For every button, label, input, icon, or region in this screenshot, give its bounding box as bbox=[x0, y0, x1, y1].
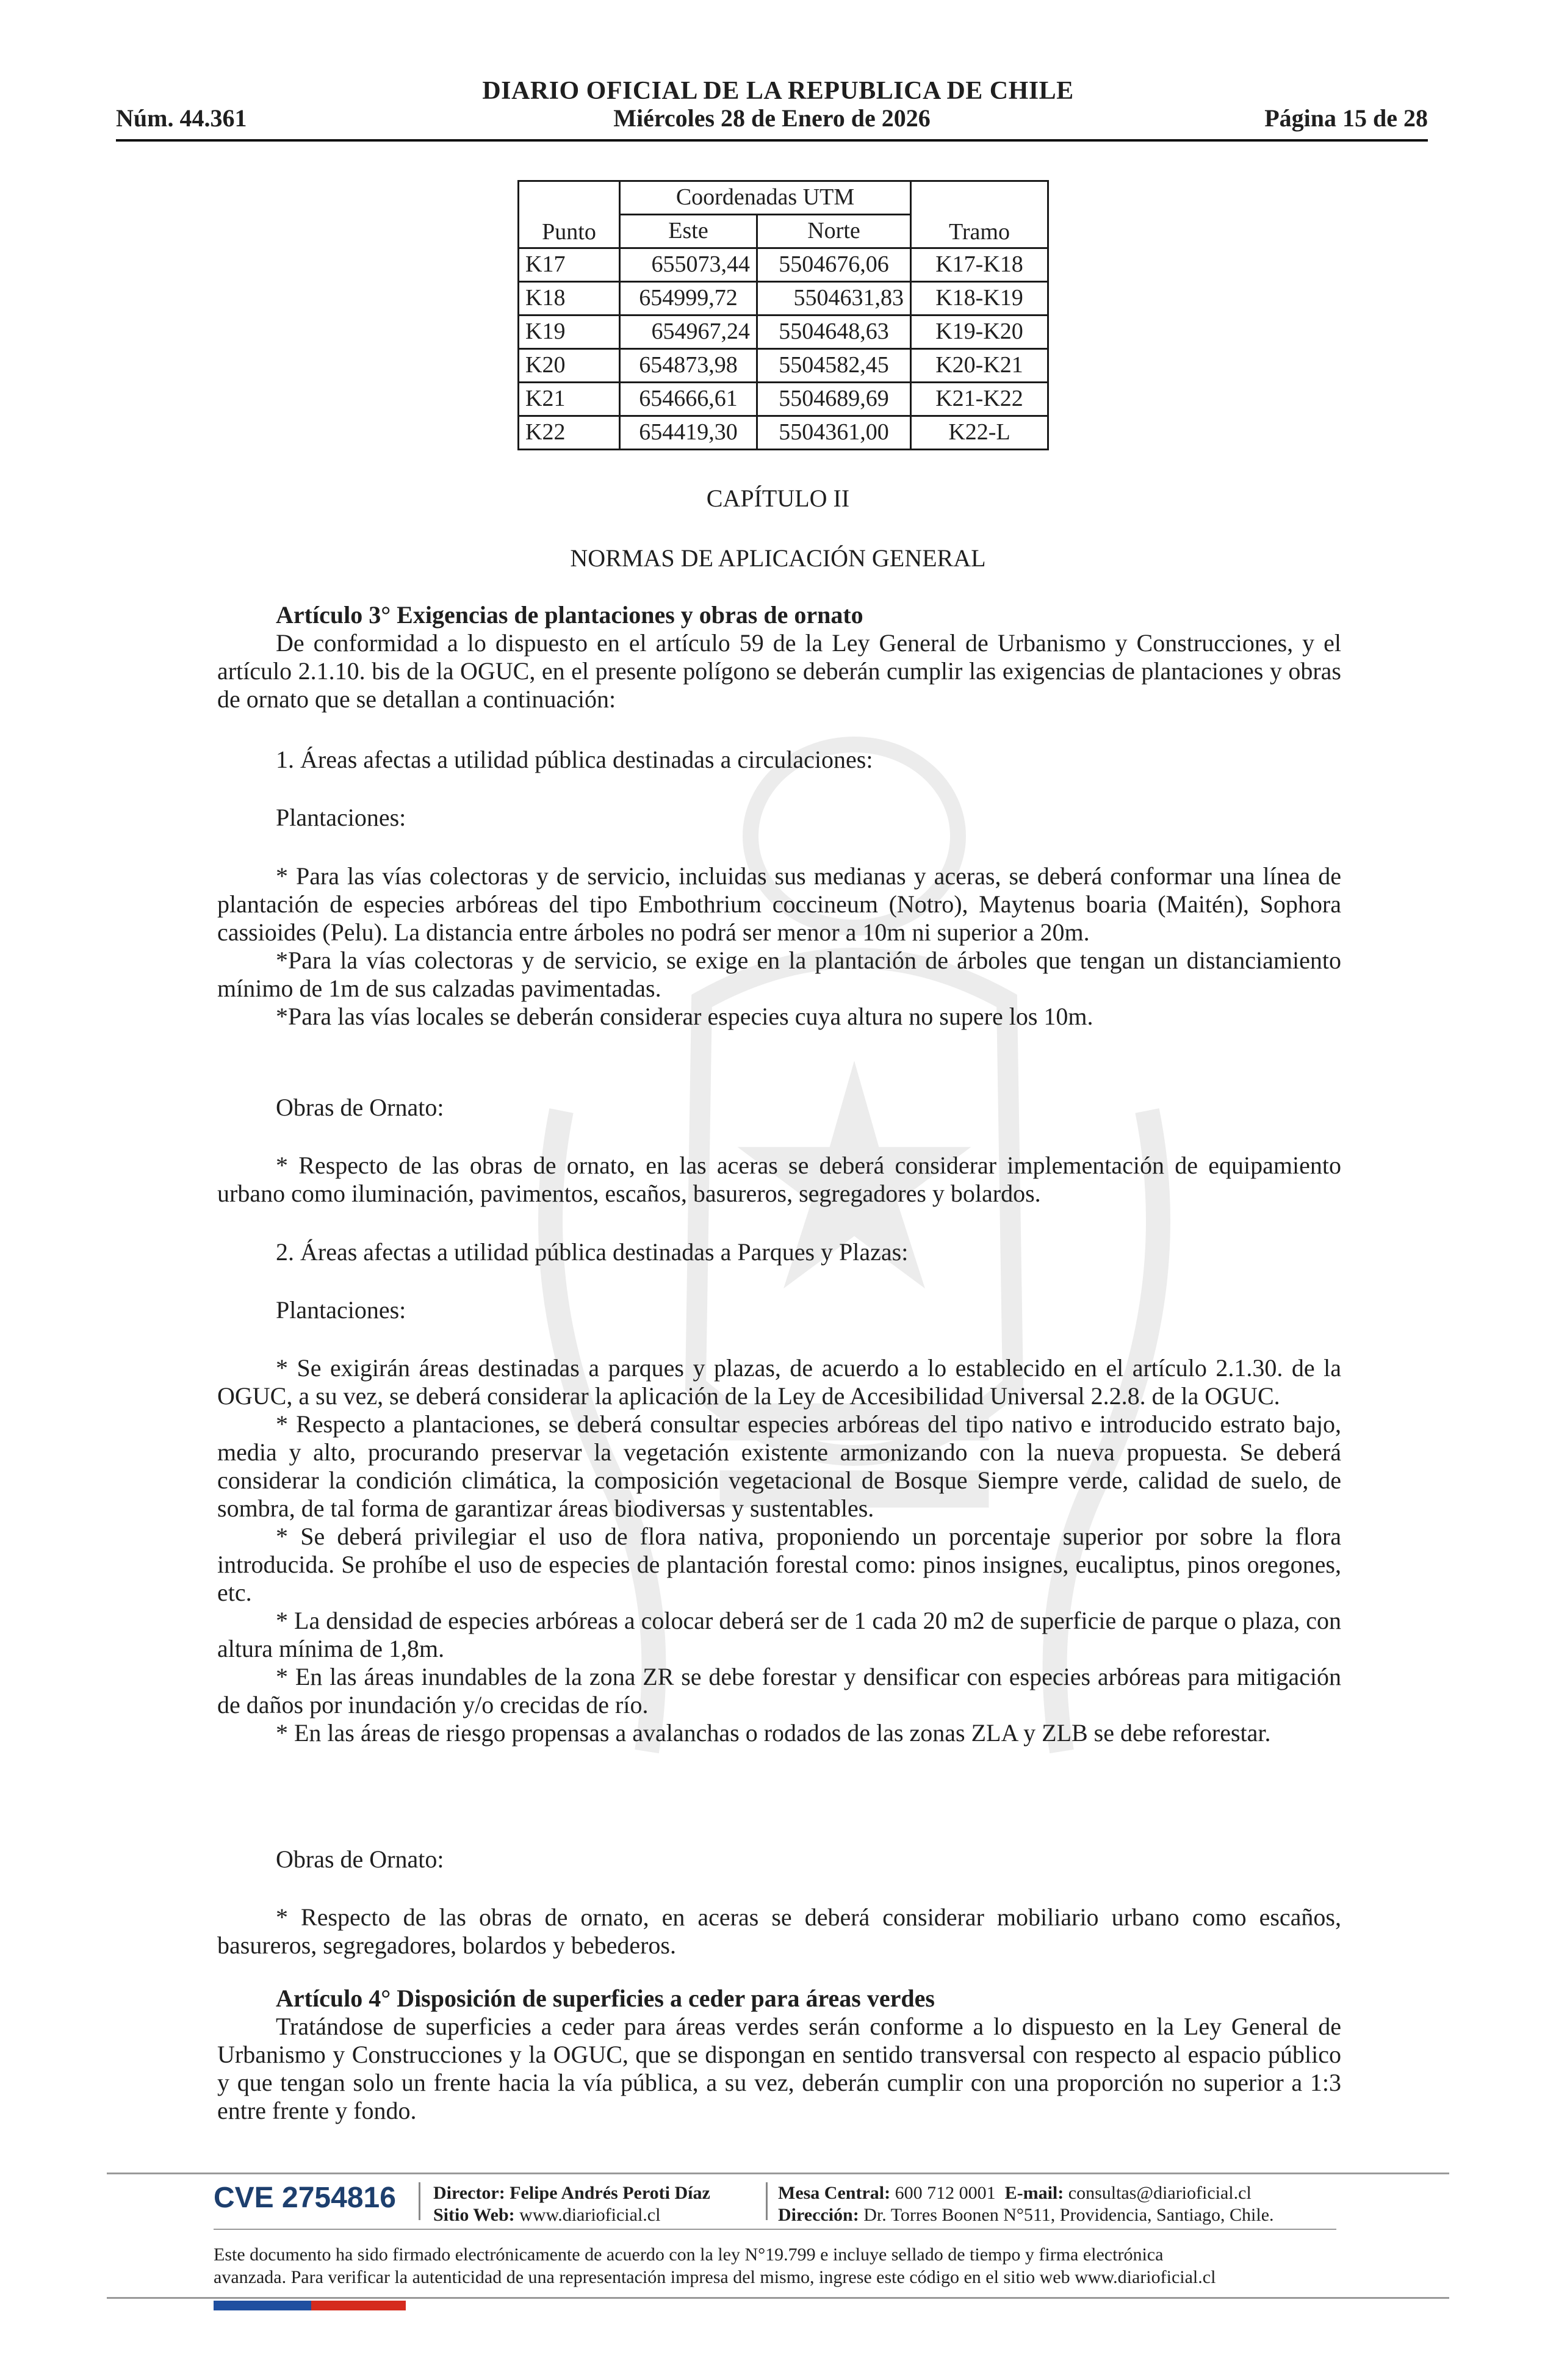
section-1-plantaciones-block bbox=[217, 862, 1341, 1031]
header-divider bbox=[116, 139, 1428, 142]
director-label: Director: bbox=[433, 2183, 505, 2203]
section-1-plantaciones-label bbox=[217, 804, 1341, 832]
article-3-intro-block bbox=[217, 601, 1341, 713]
cell-punto: K19 bbox=[519, 316, 620, 349]
section-1-ornato-label-text: Obras de Ornato: bbox=[276, 1094, 444, 1121]
website-link[interactable]: www.diarioficial.cl bbox=[519, 2205, 661, 2225]
cell-norte: 5504361,00 bbox=[757, 416, 911, 450]
footer-divider-bottom bbox=[107, 2297, 1449, 2299]
section-1-paragraph-1: * Para las vías colectoras y de servicio, incluidas sus medianas y aceras, se deberá conformar una línea de plantación de especies arbóreas del tipo Embothrium coccineum (Notro), Maytenus boaria (Maitén), Sophora cassioides (Pelu). La distancia entre árboles no podrá ser menor a 10m ni superior a 20m. bbox=[217, 862, 1341, 946]
footer-director-block bbox=[433, 2182, 710, 2226]
cell-punto: K20 bbox=[519, 349, 620, 383]
table-row bbox=[519, 383, 1048, 416]
director-name: Felipe Andrés Peroti Díaz bbox=[510, 2183, 710, 2203]
signature-notice-line-2: avanzada. Para verificar la autenticidad de una representación impresa del mismo, ingrese este código en el sitio web www.diarioficial.cl bbox=[214, 2267, 1216, 2287]
cell-tramo: K19-K20 bbox=[911, 316, 1048, 349]
section-1-ornato-paragraph: * Respecto de las obras de ornato, en las aceras se deberá considerar implementación de equipamiento urbano como iluminación, pavimentos, escaños, basureros, segregadores y bolardos. bbox=[217, 1152, 1341, 1207]
footer-contact-block bbox=[778, 2182, 1274, 2226]
flag-red-stripe bbox=[311, 2301, 406, 2310]
chapter-subtitle: NORMAS DE APLICACIÓN GENERAL bbox=[570, 544, 986, 572]
mesa-phone: 600 712 0001 bbox=[895, 2183, 996, 2203]
chapter-title: CAPÍTULO II bbox=[706, 485, 850, 512]
header-este: Este bbox=[620, 215, 757, 248]
header-punto: Punto bbox=[519, 181, 620, 248]
section-2-paragraph-1: * Se exigirán áreas destinadas a parques y plazas, de acuerdo a lo establecido en el artículo 2.1.30. de la OGUC, a su vez, se deberá considerar la aplicación de la Ley de Accesibilidad Universal 2.2.8. de la OGUC. bbox=[217, 1354, 1341, 1410]
cell-norte: 5504631,83 bbox=[757, 282, 911, 316]
article-4-body: Tratándose de superficies a ceder para áreas verdes serán conforme a lo dispuesto en la Ley General de Urbanismo y Construcciones y la OGUC, que se dispongan en sentido transversal con respecto al espacio público y que tengan solo un frente hacia la vía pública, a su vez, deberán cumplir con una proporción no superior a 1:3 entre frente y fondo. bbox=[217, 2013, 1341, 2124]
table-row bbox=[519, 416, 1048, 450]
cell-punto: K18 bbox=[519, 282, 620, 316]
section-1-plantaciones-text: Plantaciones: bbox=[276, 804, 406, 831]
cell-punto: K22 bbox=[519, 416, 620, 450]
section-1-title bbox=[217, 746, 1341, 774]
table-header-row bbox=[519, 181, 1048, 215]
cell-tramo: K18-K19 bbox=[911, 282, 1048, 316]
footer-divider-middle bbox=[214, 2229, 1336, 2230]
cell-este: 655073,44 bbox=[620, 248, 757, 282]
cell-este: 654873,98 bbox=[620, 349, 757, 383]
address-text: Dr. Torres Boonen N°511, Providencia, Santiago, Chile. bbox=[863, 2205, 1274, 2225]
cell-norte: 5504689,69 bbox=[757, 383, 911, 416]
cell-norte: 5504648,63 bbox=[757, 316, 911, 349]
section-2-ornato-label bbox=[217, 1845, 1341, 1873]
flag-blue-stripe bbox=[214, 2301, 311, 2310]
chile-flag-stripe bbox=[214, 2301, 406, 2310]
signature-notice bbox=[214, 2243, 1349, 2288]
page-number: Página 15 de 28 bbox=[1264, 104, 1428, 132]
newspaper-title: DIARIO OFICIAL DE LA REPUBLICA DE CHILE bbox=[482, 77, 1074, 105]
section-1-ornato-block bbox=[217, 1152, 1341, 1208]
footer-divider-top bbox=[107, 2173, 1449, 2174]
footer-separator bbox=[419, 2182, 420, 2220]
issue-number: Núm. 44.361 bbox=[116, 104, 247, 132]
cell-tramo: K21-K22 bbox=[911, 383, 1048, 416]
cell-tramo: K17-K18 bbox=[911, 248, 1048, 282]
section-2-ornato-paragraph: * Respecto de las obras de ornato, en aceras se deberá considerar mobiliario urbano como escaños, basureros, segregadores, bolardos y bebederos. bbox=[217, 1903, 1341, 1959]
section-2-ornato-block bbox=[217, 1903, 1341, 1960]
signature-notice-line-1: Este documento ha sido firmado electrónicamente de acuerdo con la ley N°19.799 e incluye sellado de tiempo y firma electrónica bbox=[214, 2245, 1164, 2265]
cell-tramo: K22-L bbox=[911, 416, 1048, 450]
email-label: E-mail: bbox=[1004, 2183, 1064, 2203]
section-2-ornato-label-text: Obras de Ornato: bbox=[276, 1845, 444, 1873]
cell-norte: 5504582,45 bbox=[757, 349, 911, 383]
cell-este: 654999,72 bbox=[620, 282, 757, 316]
section-1-ornato-label bbox=[217, 1094, 1341, 1122]
cell-este: 654419,30 bbox=[620, 416, 757, 450]
cell-tramo: K20-K21 bbox=[911, 349, 1048, 383]
cve-code: CVE 2754816 bbox=[214, 2182, 396, 2214]
section-2-paragraph-6: * En las áreas de riesgo propensas a avalanchas o rodados de las zonas ZLA y ZLB se debe reforestar. bbox=[276, 1719, 1271, 1747]
cell-punto: K21 bbox=[519, 383, 620, 416]
section-2-plantaciones-label bbox=[217, 1296, 1341, 1324]
header-row bbox=[116, 104, 1428, 135]
section-2-title-text: 2. Áreas afectas a utilidad pública destinadas a Parques y Plazas: bbox=[276, 1238, 909, 1266]
article-4-heading: Artículo 4° Disposición de superficies a ceder para áreas verdes bbox=[276, 1985, 935, 2012]
web-label: Sitio Web: bbox=[433, 2205, 515, 2225]
footer-separator bbox=[766, 2182, 768, 2220]
header-norte: Norte bbox=[757, 215, 911, 248]
section-2-title bbox=[217, 1238, 1341, 1266]
cell-punto: K17 bbox=[519, 248, 620, 282]
article-3-intro: De conformidad a lo dispuesto en el artículo 59 de la Ley General de Urbanismo y Construcciones, y el artículo 2.1.10. bis de la OGUC, en el presente polígono se deberán cumplir las exigencias de plantaciones y obras de ornato que se detallan a continuación: bbox=[217, 629, 1341, 713]
mesa-label: Mesa Central: bbox=[778, 2183, 891, 2203]
table-row bbox=[519, 282, 1048, 316]
table-row bbox=[519, 248, 1048, 282]
cell-norte: 5504676,06 bbox=[757, 248, 911, 282]
article-4-block bbox=[217, 1985, 1341, 2125]
section-2-plantaciones-text: Plantaciones: bbox=[276, 1296, 406, 1324]
section-2-plantaciones-block bbox=[217, 1354, 1341, 1747]
header-coordenadas-utm: Coordenadas UTM bbox=[620, 181, 911, 215]
section-2-paragraph-4: * La densidad de especies arbóreas a colocar deberá ser de 1 cada 20 m2 de superficie de parque o plaza, con altura mínima de 1,8m. bbox=[217, 1607, 1341, 1662]
table-row bbox=[519, 349, 1048, 383]
section-2-paragraph-3: * Se deberá privilegiar el uso de flora nativa, proponiendo un porcentaje superior por sobre la flora introducida. Se prohíbe el uso de especies de plantación forestal como: pinos insignes, eucaliptus, pinos oregones, etc. bbox=[217, 1523, 1341, 1606]
section-1-title-text: 1. Áreas afectas a utilidad pública destinadas a circulaciones: bbox=[276, 746, 873, 773]
section-2-paragraph-5: * En las áreas inundables de la zona ZR se debe forestar y densificar con especies arbóreas para mitigación de daños por inundación y/o crecidas de río. bbox=[217, 1663, 1341, 1718]
cell-este: 654666,61 bbox=[620, 383, 757, 416]
section-1-paragraph-3: *Para las vías locales se deberán considerar especies cuya altura no supere los 10m. bbox=[276, 1003, 1093, 1030]
issue-date: Miércoles 28 de Enero de 2026 bbox=[613, 104, 931, 132]
section-2-paragraph-2: * Respecto a plantaciones, se deberá consultar especies arbóreas del tipo nativo e introducido estrato bajo, media y alto, procurando preservar la vegetación existente armonizando con la nueva propuesta. Se deberá considerar la condición climática, la composición vegetacional de Bosque Siempre verde, calidad de suelo, de sombra, de tal forma de garantizar áreas biodiversas y sustentables. bbox=[217, 1410, 1341, 1522]
header-tramo: Tramo bbox=[911, 181, 1048, 248]
article-3-heading: Artículo 3° Exigencias de plantaciones y obras de ornato bbox=[276, 601, 863, 629]
table-row bbox=[519, 316, 1048, 349]
address-label: Dirección: bbox=[778, 2205, 859, 2225]
email-link[interactable]: consultas@diarioficial.cl bbox=[1068, 2183, 1252, 2203]
section-1-paragraph-2: *Para la vías colectoras y de servicio, se exige en la plantación de árboles que tengan un distanciamiento mínimo de 1m de sus calzadas pavimentadas. bbox=[217, 947, 1341, 1002]
utm-coordinates-table bbox=[517, 180, 1049, 450]
cell-este: 654967,24 bbox=[620, 316, 757, 349]
